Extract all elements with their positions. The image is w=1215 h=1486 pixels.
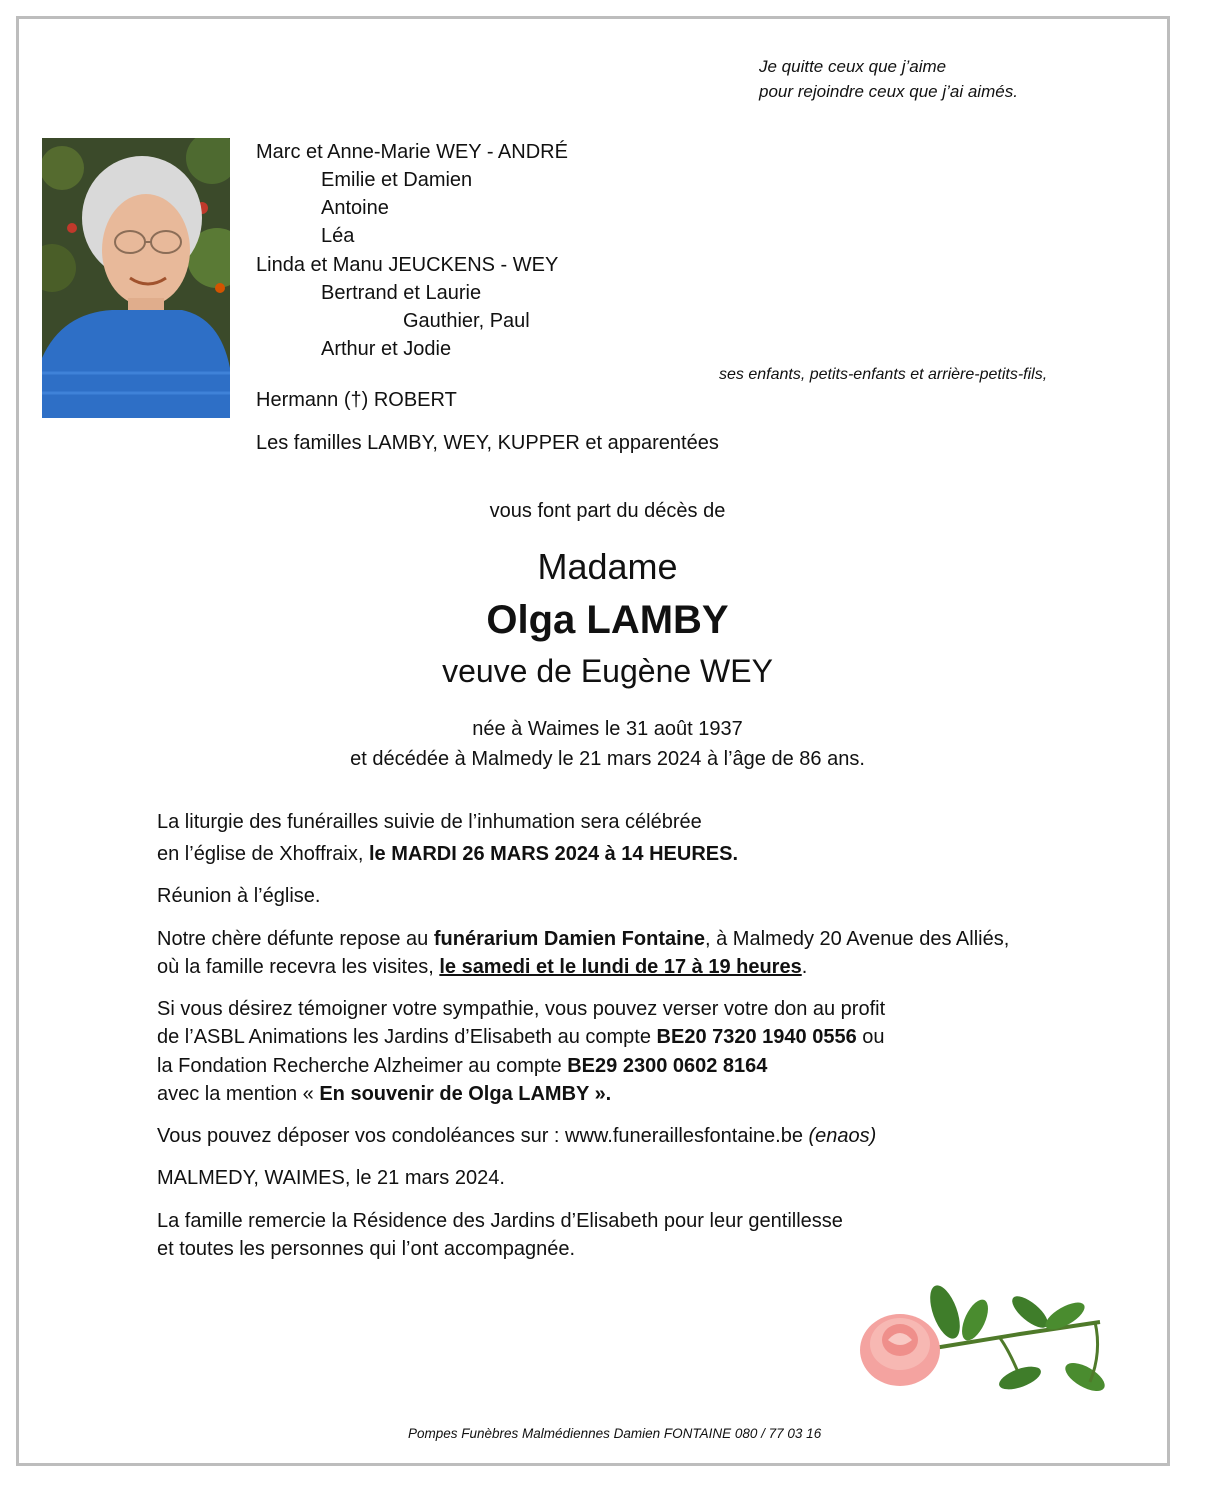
- family-line-6: Bertrand et Laurie: [321, 282, 482, 304]
- donation-line-2: de l’ASBL Animations les Jardins d’Elisabeth au compte BE20 7320 1940 0556 ou: [157, 1026, 885, 1048]
- deceased-name: Olga LAMBY: [486, 598, 729, 642]
- visit-hours: le samedi et le lundi de 17 à 19 heures: [439, 956, 802, 978]
- family-line-1: Marc et Anne-Marie WEY - ANDRÉ: [256, 141, 568, 163]
- account-alzheimer: BE29 2300 0602 8164: [567, 1055, 768, 1077]
- donation-line-1: Si vous désirez témoigner votre sympathie, vous pouvez verser votre don au profit: [157, 998, 886, 1020]
- hermann-line: Hermann (†) ROBERT: [256, 389, 457, 411]
- donation-line-3: la Fondation Recherche Alzheimer au compte BE29 2300 0602 8164: [157, 1055, 768, 1077]
- families-line: Les familles LAMBY, WEY, KUPPER et apparentées: [256, 432, 719, 454]
- account-asbl: BE20 7320 1940 0556: [656, 1026, 857, 1048]
- announcement-intro: vous font part du décès de: [489, 500, 726, 522]
- family-line-7: Gauthier, Paul: [403, 310, 530, 332]
- liturgy-line-1: La liturgie des funérailles suivie de l’inhumation sera célébrée: [157, 811, 702, 833]
- thanks-line-2: et toutes les personnes qui l’ont accompagnée.: [157, 1238, 576, 1260]
- portrait-photo: [42, 138, 230, 418]
- donation-line-4: avec la mention « En souvenir de Olga LAMBY ».: [157, 1083, 612, 1105]
- rose-icon: [850, 1282, 1110, 1402]
- reunion-line: Réunion à l’église.: [157, 885, 321, 907]
- quote-line-1: Je quitte ceux que j’aime: [759, 57, 947, 76]
- epitaph-quote: [759, 54, 1018, 104]
- thanks-line-1: La famille remercie la Résidence des Jardins d’Elisabeth pour leur gentillesse: [157, 1210, 843, 1232]
- rest-line-2: où la famille recevra les visites, le samedi et le lundi de 17 à 19 heures.: [157, 956, 808, 978]
- family-line-2: Emilie et Damien: [321, 169, 473, 191]
- family-line-8: Arthur et Jodie: [321, 338, 452, 360]
- family-line-4: Léa: [321, 225, 355, 247]
- funeral-home-footer: Pompes Funèbres Malmédiennes Damien FONTAINE 080 / 77 03 16: [408, 1426, 822, 1441]
- widow-of: veuve de Eugène WEY: [442, 653, 773, 689]
- liturgy-line-2: en l’église de Xhoffraix, le MARDI 26 MARS 2024 à 14 HEURES.: [157, 843, 739, 865]
- rest-line-1: Notre chère défunte repose au funérarium Damien Fontaine, à Malmedy 20 Avenue des Alliés,: [157, 928, 1010, 950]
- deceased-title: Madame: [537, 546, 678, 587]
- quote-line-2: pour rejoindre ceux que j’ai aimés.: [759, 82, 1018, 101]
- birth-line: née à Waimes le 31 août 1937: [472, 718, 743, 740]
- condolences-line: Vous pouvez déposer vos condoléances sur : www.funeraillesfontaine.be (enaos): [157, 1125, 877, 1147]
- family-line-5: Linda et Manu JEUCKENS - WEY: [256, 254, 559, 276]
- family-line-3: Antoine: [321, 197, 389, 219]
- funeral-datetime: le MARDI 26 MARS 2024 à 14 HEURES.: [368, 843, 739, 865]
- relation-note: ses enfants, petits-enfants et arrière-petits-fils,: [719, 366, 1048, 383]
- funerarium-name: funérarium Damien Fontaine: [433, 928, 706, 950]
- death-line: et décédée à Malmedy le 21 mars 2024 à l’âge de 86 ans.: [350, 748, 865, 770]
- place-date: MALMEDY, WAIMES, le 21 mars 2024.: [157, 1167, 505, 1189]
- donation-mention: En souvenir de Olga LAMBY ».: [319, 1083, 612, 1105]
